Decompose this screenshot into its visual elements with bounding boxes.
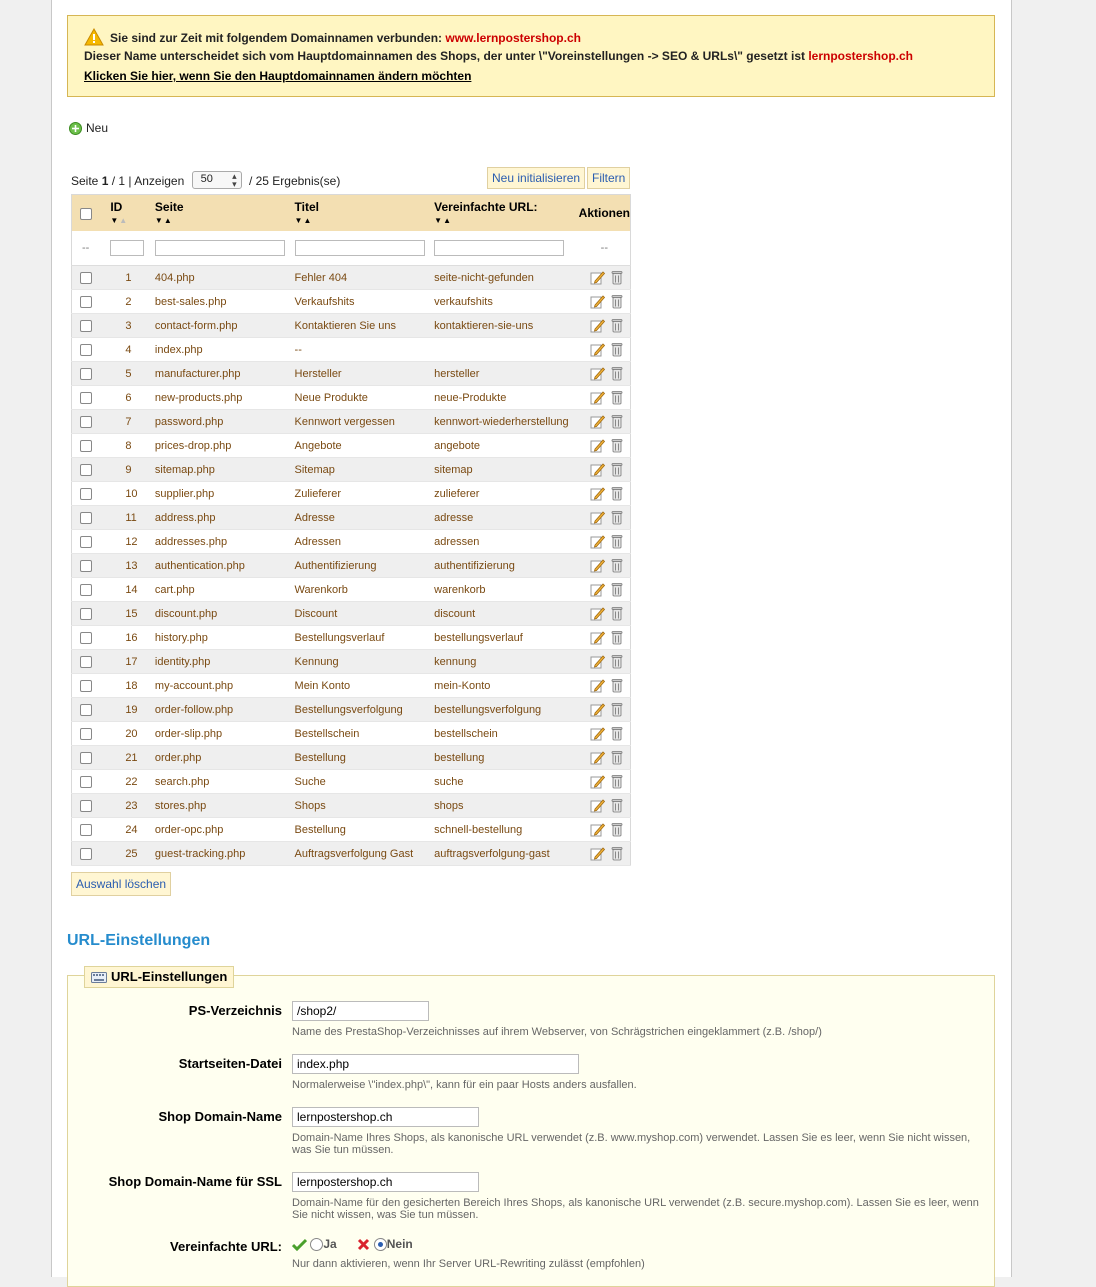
row-checkbox[interactable]: [80, 488, 92, 500]
domain-ssl-hint: Domain-Name für den gesicherten Bereich Ihres Shops, als kanonische URL verwendet (z.B. secure.myshop.com). Lassen Sie es leer, wenn Sie nicht wissen, was Sie tun müssen.: [292, 1197, 979, 1221]
trash-icon[interactable]: [611, 462, 623, 477]
trash-icon[interactable]: [611, 774, 623, 789]
change-domain-link[interactable]: Klicken Sie hier, wenn Sie den Hauptdomainnamen ändern möchten: [84, 69, 472, 83]
row-url: zulieferer: [434, 482, 579, 506]
filter-title-input[interactable]: [295, 240, 425, 256]
table-row[interactable]: [72, 626, 631, 650]
table-row[interactable]: [72, 722, 631, 746]
table-row[interactable]: [72, 794, 631, 818]
row-page: new-products.php: [155, 386, 295, 410]
row-page: manufacturer.php: [155, 362, 295, 386]
pencil-icon[interactable]: [590, 414, 605, 429]
ps-dir-label: PS-Verzeichnis: [188, 1003, 282, 1018]
content-panel: [51, 0, 1012, 1277]
row-url: kennwort-wiederherstellung: [434, 410, 579, 434]
friendly-url-label: Vereinfachte URL:: [170, 1239, 282, 1254]
row-id: 9: [110, 458, 155, 482]
trash-icon[interactable]: [611, 726, 623, 741]
domain-hint: Domain-Name Ihres Shops, als kanonische URL verwendet (z.B. www.myshop.com) verwendet. Lassen Sie es leer, wenn Sie nicht wissen, was Sie tun müssen.: [292, 1132, 971, 1156]
domain-warning: [67, 15, 995, 97]
row-checkbox[interactable]: [80, 344, 92, 356]
filter-button[interactable]: Filtern: [587, 167, 630, 189]
row-checkbox[interactable]: [80, 272, 92, 284]
row-title: Kennwort vergessen: [295, 410, 435, 434]
row-title: Auftragsverfolgung Gast: [295, 842, 435, 866]
trash-icon[interactable]: [611, 438, 623, 453]
row-url: kontaktieren-sie-uns: [434, 314, 579, 338]
row-title: Fehler 404: [295, 266, 435, 290]
row-title: Bestellungsverfolgung: [295, 698, 435, 722]
row-url: kennung: [434, 650, 579, 674]
row-url: seite-nicht-gefunden: [434, 266, 579, 290]
table-row[interactable]: [72, 818, 631, 842]
row-page: best-sales.php: [155, 290, 295, 314]
per-page-select[interactable]: 50 ▴ ▾: [192, 171, 242, 189]
pencil-icon[interactable]: [590, 342, 605, 357]
pagination: Seite 1 / 1 | Anzeigen 50 ▴ ▾ / 25 Ergebnis(se): [71, 171, 341, 189]
pencil-icon[interactable]: [590, 534, 605, 549]
row-id: 19: [110, 698, 155, 722]
row-checkbox[interactable]: [80, 776, 92, 788]
table-row[interactable]: [72, 674, 631, 698]
row-url: [434, 338, 579, 362]
trash-icon[interactable]: [611, 606, 623, 621]
row-title: Neue Produkte: [295, 386, 435, 410]
row-title: Sitemap: [295, 458, 435, 482]
row-page: contact-form.php: [155, 314, 295, 338]
table-row[interactable]: [72, 338, 631, 362]
trash-icon[interactable]: [611, 630, 623, 645]
filter-page-input[interactable]: [155, 240, 285, 256]
row-title: Bestellung: [295, 818, 435, 842]
row-page: order-follow.php: [155, 698, 295, 722]
pencil-icon[interactable]: [590, 654, 605, 669]
pencil-icon[interactable]: [590, 270, 605, 285]
domain-ssl-label: Shop Domain-Name für SSL: [108, 1174, 282, 1189]
row-page: sitemap.php: [155, 458, 295, 482]
pencil-icon[interactable]: [590, 846, 605, 861]
table-row[interactable]: [72, 578, 631, 602]
row-page: order-slip.php: [155, 722, 295, 746]
row-title: Verkaufshits: [295, 290, 435, 314]
table-row[interactable]: [72, 410, 631, 434]
row-id: 16: [110, 626, 155, 650]
row-id: 15: [110, 602, 155, 626]
row-page: my-account.php: [155, 674, 295, 698]
trash-icon[interactable]: [611, 702, 623, 717]
row-url: sitemap: [434, 458, 579, 482]
row-url: bestellungsverfolgung: [434, 698, 579, 722]
pencil-icon[interactable]: [590, 558, 605, 573]
trash-icon[interactable]: [611, 270, 623, 285]
row-title: Bestellungsverlauf: [295, 626, 435, 650]
row-url: suche: [434, 770, 579, 794]
index-file-label: Startseiten-Datei: [178, 1056, 282, 1071]
row-checkbox[interactable]: [80, 464, 92, 476]
row-id: 24: [110, 818, 155, 842]
row-title: Zulieferer: [295, 482, 435, 506]
row-id: 14: [110, 578, 155, 602]
row-page: order.php: [155, 746, 295, 770]
header-title: Titel: [294, 200, 319, 214]
row-title: Authentifizierung: [295, 554, 435, 578]
trash-icon[interactable]: [611, 414, 623, 429]
row-url: auftragsverfolgung-gast: [434, 842, 579, 866]
check-icon: [292, 1238, 307, 1251]
row-id: 8: [110, 434, 155, 458]
trash-icon[interactable]: [611, 846, 623, 861]
row-page: search.php: [155, 770, 295, 794]
domain-input[interactable]: [292, 1107, 479, 1127]
ps-dir-hint: Name des PrestaShop-Verzeichnisses auf ihrem Webserver, von Schrägstrichen eingeklammert (z.B. /shop/): [292, 1026, 822, 1038]
sort-icon[interactable]: ▼▲: [294, 216, 313, 225]
pencil-icon[interactable]: [590, 750, 605, 765]
row-url: verkaufshits: [434, 290, 579, 314]
warning-line-2: Dieser Name unterscheidet sich vom Hauptdomainnamen des Shops, der unter \"Voreinstellungen -> SEO & URLs\" gesetzt ist: [84, 49, 805, 63]
row-page: prices-drop.php: [155, 434, 295, 458]
row-page: password.php: [155, 410, 295, 434]
trash-icon[interactable]: [611, 294, 623, 309]
row-id: 4: [110, 338, 155, 362]
sort-icon[interactable]: ▼▲: [110, 216, 129, 225]
trash-icon[interactable]: [611, 486, 623, 501]
row-url: angebote: [434, 434, 579, 458]
row-checkbox[interactable]: [80, 728, 92, 740]
trash-icon[interactable]: [611, 366, 623, 381]
row-id: 1: [110, 266, 155, 290]
row-checkbox[interactable]: [80, 296, 92, 308]
pencil-icon[interactable]: [590, 438, 605, 453]
pencil-icon[interactable]: [590, 366, 605, 381]
friendly-url-toggle: [292, 1237, 413, 1251]
row-id: 12: [110, 530, 155, 554]
pencil-icon[interactable]: [590, 582, 605, 597]
delete-selected-button[interactable]: Auswahl löschen: [71, 872, 171, 896]
row-url: bestellung: [434, 746, 579, 770]
row-id: 20: [110, 722, 155, 746]
pencil-icon[interactable]: [590, 678, 605, 693]
table-row[interactable]: [72, 482, 631, 506]
table-row[interactable]: [72, 434, 631, 458]
row-checkbox[interactable]: [80, 320, 92, 332]
table-row[interactable]: [72, 770, 631, 794]
row-page: discount.php: [155, 602, 295, 626]
row-page: index.php: [155, 338, 295, 362]
row-id: 25: [110, 842, 155, 866]
total-pages: / 1: [111, 174, 126, 188]
row-url: warenkorb: [434, 578, 579, 602]
row-page: 404.php: [155, 266, 295, 290]
row-url: adresse: [434, 506, 579, 530]
row-page: cart.php: [155, 578, 295, 602]
trash-icon[interactable]: [611, 582, 623, 597]
row-url: mein-Konto: [434, 674, 579, 698]
row-checkbox[interactable]: [80, 848, 92, 860]
pencil-icon[interactable]: [590, 630, 605, 645]
row-checkbox[interactable]: [80, 752, 92, 764]
row-checkbox[interactable]: [80, 656, 92, 668]
row-id: 2: [110, 290, 155, 314]
table-row[interactable]: [72, 290, 631, 314]
row-title: Kontaktieren Sie uns: [295, 314, 435, 338]
section-title: URL-Einstellungen: [67, 932, 211, 949]
row-page: authentication.php: [155, 554, 295, 578]
row-id: 3: [110, 314, 155, 338]
row-id: 18: [110, 674, 155, 698]
row-checkbox[interactable]: [80, 416, 92, 428]
header-actions: Aktionen: [578, 206, 630, 220]
trash-icon[interactable]: [611, 534, 623, 549]
trash-icon[interactable]: [611, 678, 623, 693]
pencil-icon[interactable]: [590, 462, 605, 477]
row-title: Discount: [295, 602, 435, 626]
row-url: bestellungsverlauf: [434, 626, 579, 650]
row-title: --: [295, 338, 435, 362]
add-circle-icon: [69, 122, 82, 135]
friendly-url-yes-radio[interactable]: [310, 1238, 323, 1251]
row-title: Angebote: [295, 434, 435, 458]
pencil-icon[interactable]: [590, 822, 605, 837]
row-id: 11: [110, 506, 155, 530]
row-title: Hersteller: [295, 362, 435, 386]
table-row[interactable]: [72, 602, 631, 626]
row-page: order-opc.php: [155, 818, 295, 842]
trash-icon[interactable]: [611, 342, 623, 357]
row-checkbox[interactable]: [80, 536, 92, 548]
row-url: hersteller: [434, 362, 579, 386]
no-label: Nein: [386, 1237, 413, 1251]
trash-icon[interactable]: [611, 318, 623, 333]
row-url: bestellschein: [434, 722, 579, 746]
pencil-icon[interactable]: [590, 486, 605, 501]
row-checkbox[interactable]: [80, 680, 92, 692]
pencil-icon[interactable]: [590, 510, 605, 525]
row-checkbox[interactable]: [80, 824, 92, 836]
index-file-input[interactable]: [292, 1054, 579, 1074]
row-checkbox[interactable]: [80, 368, 92, 380]
row-title: Adresse: [295, 506, 435, 530]
row-id: 7: [110, 410, 155, 434]
row-page: stores.php: [155, 794, 295, 818]
sort-icon[interactable]: ▼▲: [154, 216, 173, 225]
warning-triangle-icon: [84, 28, 104, 46]
table-row[interactable]: [72, 314, 631, 338]
row-checkbox[interactable]: [80, 704, 92, 716]
header-page: Seite: [154, 200, 184, 214]
row-checkbox[interactable]: [80, 560, 92, 572]
table-row[interactable]: [72, 554, 631, 578]
row-url: shops: [434, 794, 579, 818]
current-page: 1: [101, 174, 109, 188]
domain-label: Shop Domain-Name: [158, 1109, 282, 1124]
row-page: identity.php: [155, 650, 295, 674]
friendly-url-no-radio[interactable]: [374, 1238, 387, 1251]
filter-placeholder: --: [579, 231, 631, 266]
new-label: Neu: [86, 121, 109, 135]
trash-icon[interactable]: [611, 822, 623, 837]
row-checkbox[interactable]: [80, 584, 92, 596]
ps-dir-input[interactable]: [292, 1001, 429, 1021]
meta-table: [71, 194, 631, 866]
row-url: schnell-bestellung: [434, 818, 579, 842]
row-page: supplier.php: [155, 482, 295, 506]
table-row[interactable]: [72, 458, 631, 482]
row-title: Bestellschein: [295, 722, 435, 746]
cross-icon: [357, 1238, 370, 1251]
row-page: addresses.php: [155, 530, 295, 554]
header-id: ID: [110, 200, 123, 214]
pencil-icon[interactable]: [590, 798, 605, 813]
row-checkbox[interactable]: [80, 512, 92, 524]
row-id: 21: [110, 746, 155, 770]
row-title: Shops: [295, 794, 435, 818]
main-domain: lernpostershop.ch: [808, 49, 914, 63]
row-url: discount: [434, 602, 579, 626]
filter-url-input[interactable]: [434, 240, 564, 256]
table-row[interactable]: [72, 266, 631, 290]
reset-filter-button[interactable]: Neu initialisieren: [487, 167, 585, 189]
row-id: 22: [110, 770, 155, 794]
row-title: Suche: [295, 770, 435, 794]
pencil-icon[interactable]: [590, 726, 605, 741]
select-arrows-icon: ▴ ▾: [232, 171, 237, 189]
table-row[interactable]: [72, 650, 631, 674]
trash-icon[interactable]: [611, 558, 623, 573]
row-url: authentifizierung: [434, 554, 579, 578]
row-id: 17: [110, 650, 155, 674]
sort-icon[interactable]: ▼▲: [434, 216, 452, 225]
trash-icon[interactable]: [611, 654, 623, 669]
row-url: adressen: [434, 530, 579, 554]
friendly-url-hint: Nur dann aktivieren, wenn Ihr Server URL-Rewriting zulässt (empfohlen): [292, 1258, 645, 1270]
header-url: Vereinfachte URL:: [434, 200, 538, 214]
pencil-icon[interactable]: [590, 774, 605, 789]
filter-placeholder: --: [72, 231, 111, 266]
row-checkbox[interactable]: [80, 632, 92, 644]
pencil-icon[interactable]: [590, 390, 605, 405]
table-row[interactable]: [72, 362, 631, 386]
pencil-icon[interactable]: [590, 318, 605, 333]
trash-icon[interactable]: [611, 798, 623, 813]
row-id: 13: [110, 554, 155, 578]
domain-ssl-input[interactable]: [292, 1172, 479, 1192]
fieldset-legend: URL-Einstellungen: [84, 966, 234, 988]
result-count: / 25 Ergebnis(se): [248, 174, 341, 188]
trash-icon[interactable]: [611, 510, 623, 525]
table-row[interactable]: [72, 386, 631, 410]
row-title: Bestellung: [295, 746, 435, 770]
table-row[interactable]: [72, 746, 631, 770]
row-id: 5: [110, 362, 155, 386]
row-page: history.php: [155, 626, 295, 650]
trash-icon[interactable]: [611, 750, 623, 765]
row-id: 10: [110, 482, 155, 506]
row-title: Kennung: [295, 650, 435, 674]
row-url: neue-Produkte: [434, 386, 579, 410]
row-id: 6: [110, 386, 155, 410]
row-id: 23: [110, 794, 155, 818]
row-title: Adressen: [295, 530, 435, 554]
pencil-icon[interactable]: [590, 702, 605, 717]
filter-id-input[interactable]: [110, 240, 144, 256]
current-domain: www.lernpostershop.ch: [445, 31, 581, 45]
table-row[interactable]: [72, 842, 631, 866]
row-checkbox[interactable]: [80, 608, 92, 620]
trash-icon[interactable]: [611, 390, 623, 405]
row-checkbox[interactable]: [80, 800, 92, 812]
warning-line-1: Sie sind zur Zeit mit folgendem Domainnamen verbunden:: [110, 31, 443, 45]
row-title: Warenkorb: [295, 578, 435, 602]
keyboard-icon: [91, 972, 107, 983]
pencil-icon[interactable]: [590, 294, 605, 309]
yes-label: Ja: [323, 1237, 337, 1251]
pencil-icon[interactable]: [590, 606, 605, 621]
new-button[interactable]: [69, 121, 108, 135]
table-row[interactable]: [72, 506, 631, 530]
row-checkbox[interactable]: [80, 392, 92, 404]
row-page: guest-tracking.php: [155, 842, 295, 866]
index-file-hint: Normalerweise \"index.php\", kann für ein paar Hosts anders ausfallen.: [292, 1079, 637, 1091]
table-row[interactable]: [72, 698, 631, 722]
url-settings-fieldset: [67, 969, 995, 1287]
row-page: address.php: [155, 506, 295, 530]
row-title: Mein Konto: [295, 674, 435, 698]
select-all-checkbox[interactable]: [80, 208, 92, 220]
table-row[interactable]: [72, 530, 631, 554]
row-checkbox[interactable]: [80, 440, 92, 452]
